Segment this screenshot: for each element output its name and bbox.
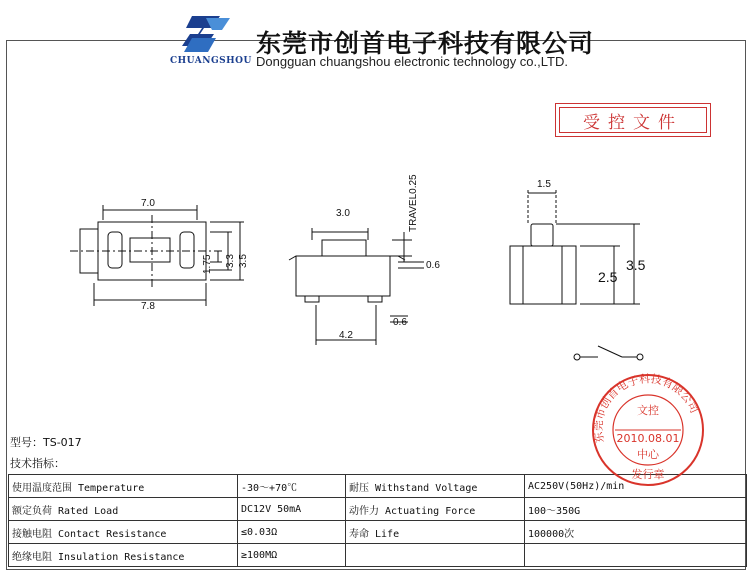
spec-value: AC250V(50Hz)/min bbox=[525, 475, 747, 498]
dim-width-top: 7.0 bbox=[141, 198, 155, 209]
spec-heading: 技术指标： bbox=[10, 457, 65, 470]
stamp-center-text: 中心 bbox=[637, 448, 659, 461]
model-number: 型号：TS-017 bbox=[10, 436, 82, 449]
spec-value: DC12V 50mA bbox=[238, 498, 346, 521]
spec-value: -30～+70℃ bbox=[238, 475, 346, 498]
table-row bbox=[9, 498, 747, 521]
company-name-cn: 东莞市创首电子科技有限公司 bbox=[256, 29, 595, 58]
dim-width-bottom: 7.8 bbox=[141, 301, 155, 312]
dim-h1: 1.75 bbox=[202, 254, 213, 274]
spec-value bbox=[525, 544, 747, 567]
dim-side-outer: 3.5 bbox=[626, 257, 646, 273]
spec-value: 100～350G bbox=[525, 498, 747, 521]
spec-label: 耐压 Withstand Voltage bbox=[346, 475, 525, 498]
dim-pitch: 4.2 bbox=[339, 330, 353, 341]
controlled-document-label: 受控文件 bbox=[559, 107, 707, 133]
logo-wordmark: CHUANGSHOU bbox=[170, 56, 252, 66]
spec-label: 使用温度范围 Temperature bbox=[9, 475, 238, 498]
stamp-bottom-text: 发行章 bbox=[631, 468, 665, 481]
top-view bbox=[70, 205, 244, 306]
spec-label bbox=[346, 544, 525, 567]
dim-side-top: 1.5 bbox=[537, 179, 551, 190]
spec-label: 绝缘电阻 Insulation Resistance bbox=[9, 544, 238, 567]
stamp-ring-text: 东莞市创首电子科技有限公司 bbox=[591, 372, 701, 444]
table-row bbox=[9, 544, 747, 567]
dim-button: 3.0 bbox=[336, 208, 350, 219]
table-row bbox=[9, 521, 747, 544]
spec-label: 动作力 Actuating Force bbox=[346, 498, 525, 521]
company-name-en: Dongguan chuangshou electronic technology co.,LTD. bbox=[256, 54, 568, 69]
spec-label: 额定负荷 Rated Load bbox=[9, 498, 238, 521]
document-control-stamp bbox=[590, 372, 706, 488]
stamp-top-text: 文控 bbox=[637, 404, 659, 417]
dim-h3: 3.5 bbox=[238, 254, 249, 268]
dim-lead-bottom: 0.6 bbox=[393, 317, 407, 328]
stamp-date: 2010.08.01 bbox=[616, 432, 680, 445]
dim-travel: TRAVEL0.25 bbox=[408, 174, 419, 232]
spec-label: 寿命 Life bbox=[346, 521, 525, 544]
dim-side-inner: 2.5 bbox=[598, 269, 618, 285]
spec-value: 100000次 bbox=[525, 521, 747, 544]
side-view bbox=[510, 190, 640, 304]
spec-value: ≤0.03Ω bbox=[238, 521, 346, 544]
dim-lead-top: 0.6 bbox=[426, 260, 440, 271]
switch-symbol bbox=[574, 346, 643, 360]
spec-value: ≥100MΩ bbox=[238, 544, 346, 567]
dim-h2: 3.3 bbox=[225, 254, 236, 268]
spec-label: 接触电阻 Contact Resistance bbox=[9, 521, 238, 544]
